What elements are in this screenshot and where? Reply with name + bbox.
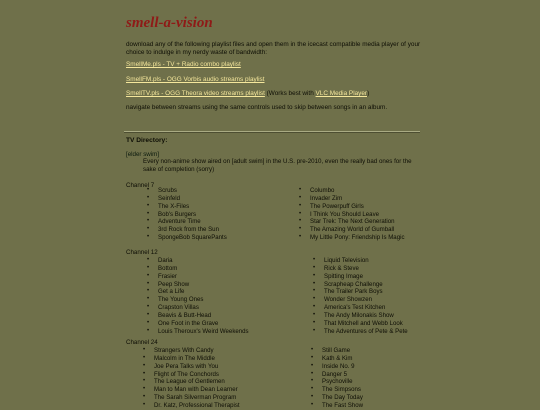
channel-label: Channel 12 xyxy=(126,249,158,256)
list-item: • Daria xyxy=(144,257,249,265)
tv-directory-heading: TV Directory: xyxy=(126,137,168,144)
list-item: • Psychoville xyxy=(308,378,363,386)
list-item: • Flight of The Conchords xyxy=(140,371,240,379)
channel-24-left-list xyxy=(140,347,240,410)
link-row-tv xyxy=(126,90,369,98)
block-description: Every non-anime show aired on [adult swim] in the U.S. pre-2010, even the really bad ones for the sake of completion (sorry) xyxy=(143,158,412,173)
tv-note-post: ) xyxy=(367,90,370,97)
list-item: • Adventure Time xyxy=(144,218,227,226)
list-item: • Joe Pera Talks with You xyxy=(140,363,240,371)
list-item: • The Fast Show xyxy=(308,402,363,410)
list-item: • Crapston Villas xyxy=(144,304,249,312)
list-item: • Louis Theroux's Weird Weekends xyxy=(144,328,249,336)
list-item: • America's Test Kitchen xyxy=(310,304,408,312)
list-item: • The Simpsons xyxy=(308,386,363,394)
list-item: • Invader Zim xyxy=(296,195,405,203)
list-item: • The Sarah Silverman Program xyxy=(140,394,240,402)
intro-text: download any of the following playlist files and open them in the icecast compatible media player of your choice to indulge in my nerdy waste of bandwidth: xyxy=(126,41,421,57)
smellfm-playlist-link[interactable]: SmellFM.pls - OGG Vorbis audio streams playlist xyxy=(126,76,265,83)
tv-note-pre: (Works best with xyxy=(264,90,316,97)
link-row-me xyxy=(126,61,241,69)
list-item: • Still Game xyxy=(308,347,363,355)
list-item: • One Foot in the Grave xyxy=(144,320,249,328)
list-item: • Bottom xyxy=(144,265,249,273)
list-item: • The X-Files xyxy=(144,203,227,211)
list-item: • Danger 5 xyxy=(308,371,363,379)
list-item: • Kath & Kim xyxy=(308,355,363,363)
list-item: • Seinfeld xyxy=(144,195,227,203)
list-item: • Strangers With Candy xyxy=(140,347,240,355)
site-title: smell-a-vision xyxy=(126,15,213,31)
list-item: • Get a Life xyxy=(144,288,249,296)
list-item: • That Mitchell and Webb Look xyxy=(310,320,408,328)
list-item: • Beavis & Butt-Head xyxy=(144,312,249,320)
link-row-fm xyxy=(126,76,265,84)
list-item: • Columbo xyxy=(296,187,405,195)
list-item: • The League of Gentlemen xyxy=(140,378,240,386)
channel-label: Channel 7 xyxy=(126,182,155,189)
list-item: • Star Trek: The Next Generation xyxy=(296,218,405,226)
divider xyxy=(124,131,420,133)
list-item: • Bob's Burgers xyxy=(144,211,227,219)
list-item: • Dr. Katz, Professional Therapist xyxy=(140,402,240,410)
block-tag: [elder swim] xyxy=(126,151,160,158)
list-item: • The Day Today xyxy=(308,394,363,402)
list-item: • Liquid Television xyxy=(310,257,408,265)
list-item: • Rick & Steve xyxy=(310,265,408,273)
list-item: • Scrapheap Challenge xyxy=(310,281,408,289)
smellme-playlist-link[interactable]: SmellMe.pls - TV + Radio combo playlist xyxy=(126,61,241,68)
channel-label: Channel 24 xyxy=(126,339,158,346)
list-item: • Scrubs xyxy=(144,187,227,195)
list-item: • Malcolm in The Middle xyxy=(140,355,240,363)
channel-12-right-list xyxy=(310,257,408,335)
list-item: • The Young Ones xyxy=(144,296,249,304)
list-item: • The Amazing World of Gumball xyxy=(296,226,405,234)
list-item: • 3rd Rock from the Sun xyxy=(144,226,227,234)
list-item: • Spitting Image xyxy=(310,273,408,281)
list-item: • The Adventures of Pete & Pete xyxy=(310,328,408,336)
list-item: • Frasier xyxy=(144,273,249,281)
list-item: • The Andy Milonakis Show xyxy=(310,312,408,320)
list-item: • Peep Show xyxy=(144,281,249,289)
smelltv-playlist-link[interactable]: SmellTV.pls - OGG Theora video streams playlist xyxy=(126,90,265,97)
list-item: • My Little Pony: Friendship Is Magic xyxy=(296,234,405,242)
list-item: • Inside No. 9 xyxy=(308,363,363,371)
list-item: • SpongeBob SquarePants xyxy=(144,234,227,242)
channel-12-left-list xyxy=(144,257,249,335)
list-item: • Wonder Showzen xyxy=(310,296,408,304)
list-item: • The Trailer Park Boys xyxy=(310,288,408,296)
channel-7-right-list xyxy=(296,187,405,242)
list-item: • I Think You Should Leave xyxy=(296,211,405,219)
channel-24-right-list xyxy=(308,347,363,410)
list-item: • The Powerpuff Girls xyxy=(296,203,405,211)
nav-note: navigate between streams using the same controls used to skip between songs in an album. xyxy=(126,104,388,111)
list-item: • Man to Man with Dean Learner xyxy=(140,386,240,394)
channel-7-left-list xyxy=(144,187,227,242)
vlc-link[interactable]: VLC Media Player xyxy=(315,90,368,97)
